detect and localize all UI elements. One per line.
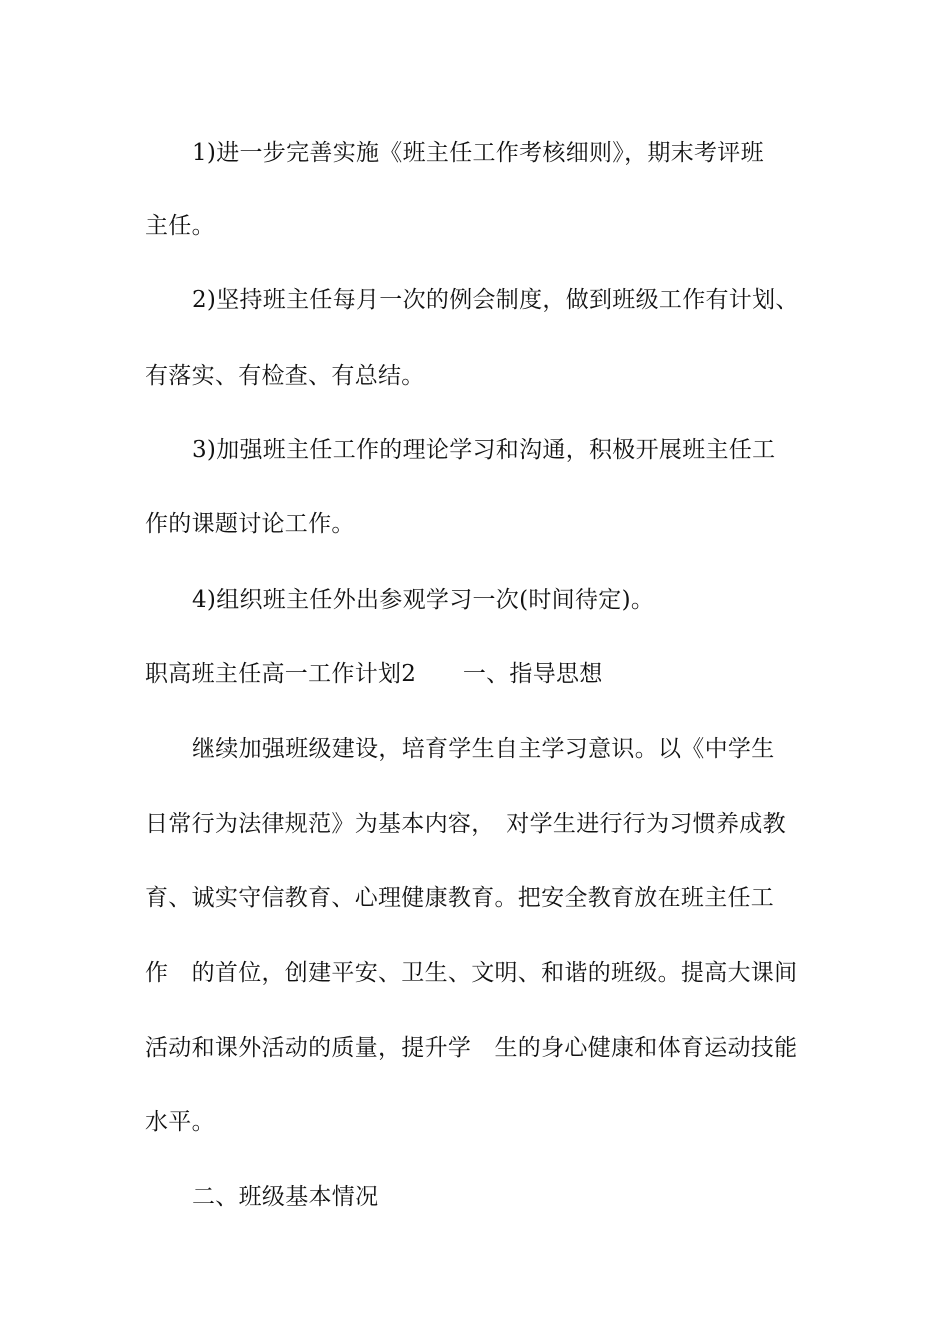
- paragraph-3-line-1: 3)加强班主任工作的理论学习和沟通，积极开展班主任工: [192, 437, 776, 463]
- paragraph-2-line-1: 2)坚持班主任每月一次的例会制度，做到班级工作有计划、: [192, 287, 799, 313]
- paragraph-5-line-2: 日常行为法律规范》为基本内容， 对学生进行行为习惯养成教: [145, 811, 786, 837]
- paragraph-2-line-2: 有落实、有检查、有总结。: [145, 363, 425, 389]
- paragraph-1-line-1: 1)进一步完善实施《班主任工作考核细则》，期末考评班: [192, 140, 764, 166]
- paragraph-5-line-6: 水平。: [145, 1109, 215, 1135]
- paragraph-3-line-2: 作的课题讨论工作。: [145, 511, 355, 537]
- paragraph-1-line-2: 主任。: [145, 213, 215, 239]
- paragraph-5-line-3: 育、诚实守信教育、心理健康教育。把安全教育放在班主任工: [145, 885, 775, 911]
- paragraph-4-line-1: 4)组织班主任外出参观学习一次(时间待定)。: [192, 587, 655, 613]
- paragraph-5-line-4: 作 的首位，创建平安、卫生、文明、和谐的班级。提高大课间: [145, 960, 798, 986]
- paragraph-5-line-1: 继续加强班级建设，培育学生自主学习意识。以《中学生: [192, 736, 775, 762]
- paragraph-5-line-5: 活动和课外活动的质量，提升学 生的身心健康和体育运动技能: [145, 1035, 798, 1061]
- section-heading: 职高班主任高一工作计划2 一、指导思想: [145, 661, 603, 687]
- subsection-heading: 二、班级基本情况: [192, 1184, 379, 1210]
